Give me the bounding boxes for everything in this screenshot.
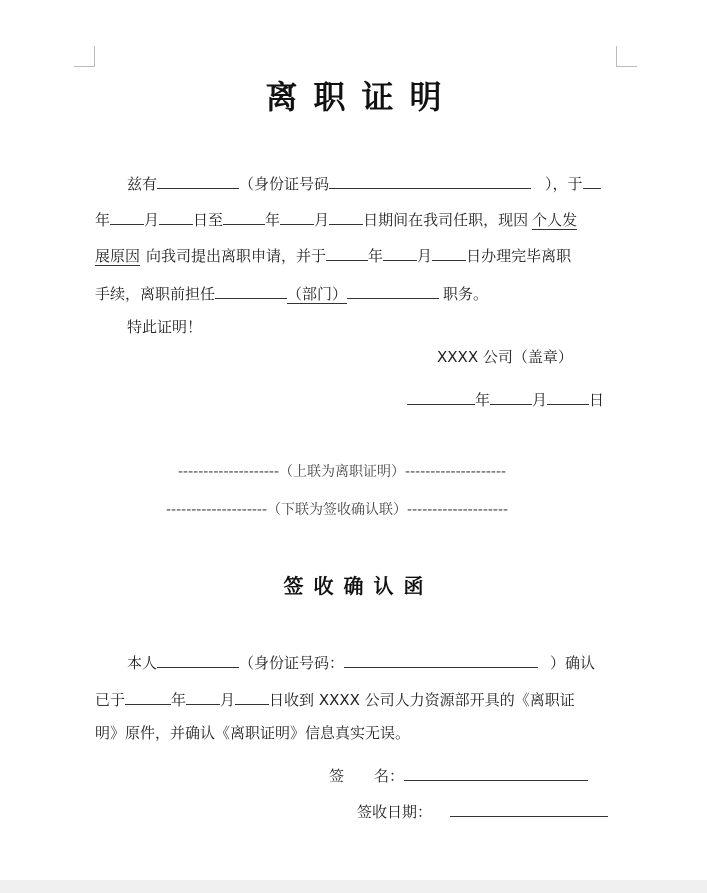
receipt-line-3: 明》原件，并确认《离职证明》信息真实无误。	[95, 724, 411, 742]
cert-text: 年	[475, 391, 491, 409]
receipt-text: 日收到 XXXX 公司人力资源部开具的《离职证	[269, 691, 575, 709]
leave-month-blank[interactable]	[383, 243, 417, 261]
cert-text: ），于	[545, 175, 583, 193]
cert-year-blank[interactable]	[407, 387, 475, 405]
dash-line: --------------------	[166, 502, 268, 518]
cert-text: 年	[95, 211, 111, 229]
cert-text: 向我司提出离职申请，并于	[146, 247, 327, 265]
hereby-text: 特此证明！	[127, 318, 203, 336]
company-seal-text: XXXX 公司（盖章）	[437, 348, 573, 366]
start-day-blank[interactable]	[159, 207, 193, 225]
cert-text: 职务。	[443, 285, 489, 303]
viewer-bottom-bar	[0, 880, 707, 893]
cert-text: 月	[144, 211, 160, 229]
receipt-day-blank[interactable]	[235, 687, 269, 705]
cert-text: 兹有	[127, 175, 158, 193]
start-month-blank[interactable]	[110, 207, 144, 225]
reason-text: 展原因	[95, 247, 141, 265]
department-label: （部门）	[287, 285, 348, 303]
receipt-id-blank[interactable]	[344, 650, 538, 668]
cert-month-blank[interactable]	[490, 387, 532, 405]
end-day-blank[interactable]	[329, 207, 363, 225]
cert-date-line	[407, 387, 604, 410]
leave-day-blank[interactable]	[432, 243, 466, 261]
signature-blank[interactable]	[404, 763, 588, 781]
cert-text: 日期间在我司任职，现因	[363, 211, 529, 229]
divider-lower	[166, 500, 508, 520]
receipt-text: 已于	[95, 691, 126, 709]
dash-line: --------------------	[407, 502, 509, 518]
department-blank[interactable]	[215, 281, 287, 299]
leave-year-blank[interactable]	[326, 243, 368, 261]
cert-text: 月	[417, 247, 433, 265]
receipt-title: 签收确认函	[283, 574, 434, 598]
divider-upper	[178, 462, 506, 482]
position-blank[interactable]	[347, 281, 439, 299]
dash-line: --------------------	[178, 464, 280, 480]
divider-label: （上联为离职证明）	[279, 464, 406, 480]
id-number-blank[interactable]	[329, 171, 531, 189]
signature-label: 签 名：	[329, 767, 405, 785]
crop-mark-top-right	[616, 46, 637, 67]
cert-line-4	[95, 281, 488, 304]
cert-line-2	[95, 207, 577, 230]
cert-text: 年	[368, 247, 384, 265]
name-blank[interactable]	[157, 171, 239, 189]
cert-text: 手续，离职前担任	[95, 285, 216, 303]
cert-text: 月	[314, 211, 330, 229]
end-year-blank[interactable]	[223, 207, 265, 225]
cert-text: 日至	[193, 211, 224, 229]
crop-mark-top-left	[74, 46, 95, 67]
dash-line: --------------------	[405, 464, 507, 480]
receipt-text: 年	[171, 691, 187, 709]
receipt-text: （身份证号码：	[239, 654, 345, 672]
cert-line-1	[127, 171, 601, 194]
receipt-text: ）确认	[550, 654, 596, 672]
receipt-line-2	[95, 687, 575, 710]
end-month-blank[interactable]	[280, 207, 314, 225]
sign-date-line	[357, 799, 608, 822]
cert-text: 月	[532, 391, 548, 409]
cert-text: 日	[589, 391, 605, 409]
sign-date-blank[interactable]	[450, 799, 608, 817]
document-title: 离职证明	[265, 78, 458, 116]
receipt-year-blank[interactable]	[125, 687, 171, 705]
receipt-month-blank[interactable]	[186, 687, 220, 705]
start-year-blank-part[interactable]	[583, 171, 601, 189]
receipt-line-1	[127, 650, 595, 673]
signature-line	[329, 763, 588, 786]
reason-text: 个人发	[532, 211, 578, 229]
cert-text: 日办理完毕离职	[466, 247, 572, 265]
cert-text: （身份证号码	[239, 175, 330, 193]
receipt-name-blank[interactable]	[157, 650, 239, 668]
cert-day-blank[interactable]	[547, 387, 589, 405]
divider-label: （下联为签收确认联）	[267, 502, 408, 518]
sign-date-label: 签收日期：	[357, 803, 433, 821]
receipt-text: 月	[220, 691, 236, 709]
cert-line-3	[95, 243, 571, 266]
cert-text: 年	[265, 211, 281, 229]
receipt-text: 本人	[127, 654, 158, 672]
